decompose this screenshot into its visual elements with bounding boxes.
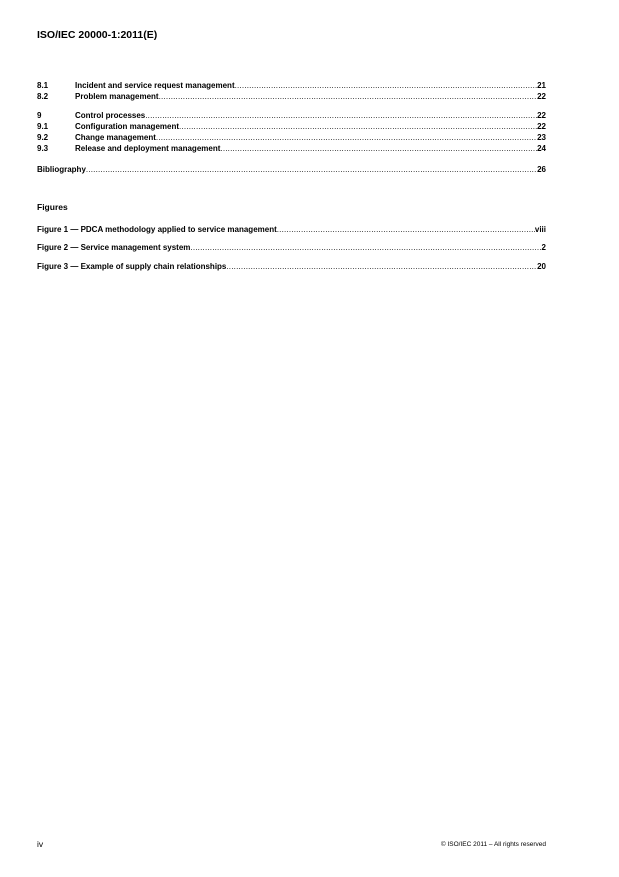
toc-dot-leader xyxy=(156,132,537,143)
toc-entry-page: 22 xyxy=(537,122,546,131)
toc-entry-title: Control processes xyxy=(75,111,146,120)
toc-dot-leader xyxy=(145,110,537,121)
toc-entry-title: Incident and service request management xyxy=(75,81,235,90)
toc-dot-leader xyxy=(226,261,537,272)
page-number: iv xyxy=(37,839,44,849)
toc-entry-page: 22 xyxy=(537,111,546,120)
toc-entry-page: 26 xyxy=(537,165,546,174)
copyright-notice: © ISO/IEC 2011 – All rights reserved xyxy=(440,841,546,848)
toc-dot-leader xyxy=(235,80,537,91)
toc-entry[interactable] xyxy=(37,91,546,102)
figure-entry-page: 2 xyxy=(541,243,546,252)
toc-entry-number: 9 xyxy=(37,111,42,120)
figures-heading: Figures xyxy=(37,202,68,212)
toc-entry-title: Problem management xyxy=(75,92,159,101)
figure-list-entry[interactable] xyxy=(37,242,546,253)
toc-entry[interactable] xyxy=(37,132,546,143)
toc-entry-page: 21 xyxy=(537,81,546,90)
toc-entry-title: Configuration management xyxy=(75,122,180,131)
toc-entry-number: 9.2 xyxy=(37,133,49,142)
toc-entry-title: Bibliography xyxy=(37,165,86,174)
toc-entry-bibliography[interactable] xyxy=(37,164,546,175)
toc-entry-number: 9.1 xyxy=(37,122,49,131)
toc-entry-page: 24 xyxy=(537,144,546,153)
toc-dot-leader xyxy=(86,164,537,175)
figure-entry-title: Figure 1 — PDCA methodology applied to service management xyxy=(37,225,277,234)
toc-dot-leader xyxy=(277,224,535,235)
toc-dot-leader xyxy=(220,143,537,154)
toc-entry[interactable] xyxy=(37,110,546,121)
toc-entry[interactable] xyxy=(37,80,546,91)
toc-entry-page: 23 xyxy=(537,133,546,142)
toc-entry[interactable] xyxy=(37,143,546,154)
toc-dot-leader xyxy=(190,242,541,253)
toc-entry-title: Release and deployment management xyxy=(75,144,221,153)
toc-entry-number: 8.1 xyxy=(37,81,49,90)
figure-entry-page: 20 xyxy=(537,262,546,271)
toc-dot-leader xyxy=(179,121,537,132)
figure-entry-title: Figure 3 — Example of supply chain relationships xyxy=(37,262,227,271)
document-header: ISO/IEC 20000-1:2011(E) xyxy=(37,29,158,41)
figure-entry-title: Figure 2 — Service management system xyxy=(37,243,191,252)
toc-dot-leader xyxy=(159,91,538,102)
toc-entry[interactable] xyxy=(37,121,546,132)
figure-list-entry[interactable] xyxy=(37,224,546,235)
figure-entry-page: viii xyxy=(534,225,546,234)
toc-entry-number: 8.2 xyxy=(37,92,49,101)
toc-entry-number: 9.3 xyxy=(37,144,49,153)
toc-entry-title: Change management xyxy=(75,133,156,142)
figure-list-entry[interactable] xyxy=(37,261,546,272)
toc-entry-page: 22 xyxy=(537,92,546,101)
